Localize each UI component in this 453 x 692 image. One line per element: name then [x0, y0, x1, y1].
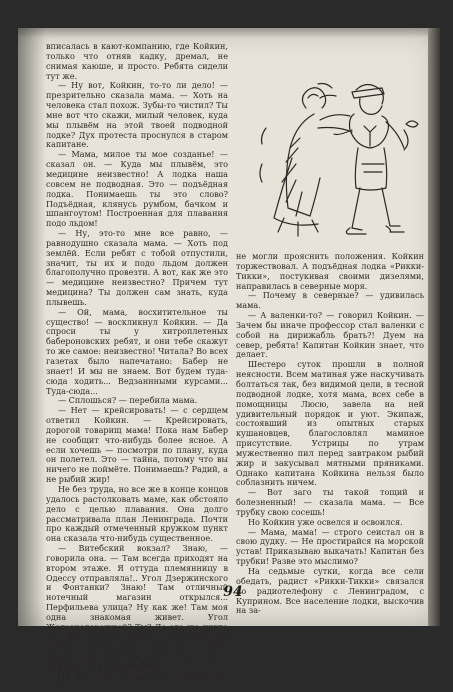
right-text-column: [236, 251, 424, 616]
illustration-drawing: [236, 68, 424, 248]
paragraph: Не без труда, но все же в конце концов удалось растолковать маме, как обстояло дело с целью плавания. Она долго рассматривала план Ленинграда. Почти про каждый отмеченный кружком пункт она сказала что-нибудь существенное.: [46, 483, 228, 544]
page-number: 94: [223, 584, 243, 600]
paragraph: вписалась в кают-компанию, где Койкин, только что отняв кадку, дремал, не снимая каюше, и просто. Ребята сидели тут же.: [46, 41, 228, 81]
book-binding-edge: [428, 28, 440, 626]
page-top-shadow: [18, 28, 440, 38]
illustration-sketch: [236, 68, 424, 248]
paragraph: — Ну вот, Койкин, то-то ли дело! — презрительно сказала мама. — Хоть на человека стал похож. Зубы-то чистил? Ты мне вот что скажи, милый человек, куда мы плывём на этой твоей подводной лодке? Дух протеста проснулся в старом капитане.: [46, 80, 228, 150]
left-text-column: [46, 41, 228, 691]
paragraph: Но Койкин уже освелся и освоился.: [248, 516, 403, 527]
page-shadow: [18, 28, 46, 626]
paragraph: — Витебский вокзал? Знаю, — говорила она. — Там всегда приходят на втором этаже. Я оттуда племянницу в Одессу отправляла!.. Угол Дзержинского и Фонтанки? Знаю! Там отличный нотечный магазин открылся... Перфильева улица? Ну как же! Там моя одна знакомая живет. Угол Железнодорожной? Ты? Да это же никто где. За городом. Почти у Удельной. Там такой маленький скверчик. 3000 километров? Да! Она в весь-то километр не будет, эта Перфильева...: [46, 543, 228, 672]
paragraph: — Нет — крейсировать! — с сердцем ответил Койкин. — Крейсировать, дорогой товарищ мама! Пока нам Бабер не сообщит что-нибудь более ясное. А если хочешь — посмотри по плану, куда он полетел. Это — тайна, потому что вы ничего не поймёте. Понимаешь? Радий, а не рыбий жир!: [46, 405, 228, 485]
book-page: [18, 28, 440, 691]
paragraph: — Сплошься? — перебила мама.: [58, 395, 198, 406]
paragraph: Шестеро суток прошли в полной неясности. Всем матиная уже наскучивать болтаться так, без видимой цели, в тесной подводной лодке, хотя мама, всех себе в помощницы Люсю, завела на ней удивительный порядок и уют. Экипаж, состоявший из опытных старых кушановцев, благословлял маминое присутствие. Устрицы по утрам мужественно пил перед завтраком рыбий жир и закусывал мятными пряниками. Однако капитана Койкина нельзя было соблазнить ничем.: [236, 359, 424, 488]
paragraph: не могли прояснить положения. Койкин торжествовал. А подъёдная лодка «Рикки-Тикки», постукивая своими дизелями, направилась в северные моря.: [236, 251, 424, 291]
paragraph: Но все эти сведения, к сожалению, тоже: [46, 671, 228, 691]
paragraph: — А валенки-то? — говорил Койкин. — Зачем бы иначе профессор стал валенки с собой на дирижабль брать?! Дуем на север, ребята! Капитан Койкин знает, что делает.: [236, 310, 424, 360]
paragraph: — Ну, это-то мне все равно, — равнодушно сказала мама. — Хоть под землёй. Если ребят с тобой отпустили, значит, ты их и подо льдом должен благополучно провезти. А вот, как же это — медицине неизвестно? Причем тут медицина? Ты должен сам знать, куда плывешь.: [46, 228, 228, 307]
paragraph: — Мама, милое ты мое созданье! — сказал он. — Куда мы плывём, это медицине неизвестно! А лодка наша совсем не подводная. Это — подъёдная лодка. Понимаешь ты это слово? Подъёдная, клянусь румбом, бачком и шпангоутом! Построенная для плавания подо льдом!: [46, 149, 228, 229]
paragraph: — Вот заго ты такой тощий и болезненный! — сказала мама. — Все трубку свою сосешь!: [236, 487, 424, 517]
paragraph: — Ой, мама, восхитительное ты существо! — воскликнул Койкин. — Да спроси ты у хитроплетеных бабероновских ребят, и они тебе скажут то же самое: неизвестно! Читала? Во всех газетах было напечатано: Бабер не знает! И мы не знаем. Вот будем туда-сюда ходить... Ведзаннными курсами... Туда-сюда...: [46, 306, 228, 396]
paragraph: — Почему в северные? — удивилась мама.: [236, 290, 424, 311]
paragraph: На седьмые сутки, когда все сели обедать, радист «Рикки-Тикки» связался по радиотелефону с Ленинградом, с Куприном. Все население лодки, выскочив на за-: [236, 566, 424, 616]
paragraph: — Мама, мама! — строго сеистал он в свою дудку. — Не простирайся на морской устав! Приказываю выкачать! Капитан без трубки! Разве это мыслимо?: [236, 526, 424, 567]
